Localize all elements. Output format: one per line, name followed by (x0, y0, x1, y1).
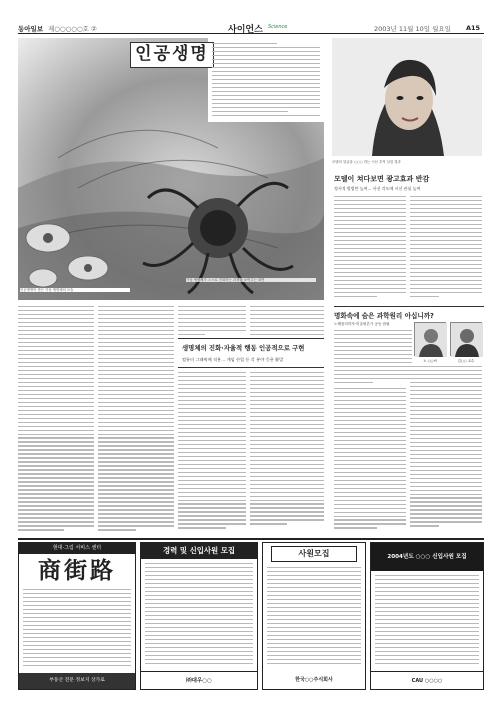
ad-recruit-2[interactable] (262, 542, 366, 690)
person-1-icon (415, 323, 447, 357)
right-article-1-col-1 (334, 196, 406, 302)
lead-body-col-3b (178, 372, 246, 534)
right-article-2-col-1 (334, 388, 406, 534)
lead-title: 인공생명 (130, 42, 214, 68)
caption-right: 가상 생명체가 스스로 진화하는 과정을 보여주는 화면 (186, 278, 316, 282)
lead-subtitle: 생명체의 진화·자율적 행동 인공적으로 구현 (182, 344, 305, 352)
ad-2-company: ㈜대우○○ (141, 671, 257, 689)
right-article-2-intro (334, 330, 412, 386)
caption-left: 인공생명이 만든 가상 생명체의 모습 (20, 288, 130, 292)
lead-body-col-2 (98, 306, 174, 534)
newspaper-name: 동아일보 (18, 25, 44, 33)
lead-body-col-3a (178, 306, 246, 336)
lead-artwork (18, 38, 324, 300)
person-photo-2 (450, 322, 482, 356)
ad-3-details (267, 567, 361, 667)
ad-3-company: 한국○○주식회사 (295, 677, 333, 683)
ad-4-company: CAU ○○○○ (371, 671, 483, 689)
issue-number: 제○○○○○호 ② (48, 25, 97, 33)
ad-1-listings (23, 589, 131, 669)
lead-body-col-4b (250, 372, 324, 534)
page-header (18, 22, 484, 34)
right-article-1-title: 모델이 쳐다보면 광고효과 반감 (334, 175, 430, 183)
page-number: A15 (466, 24, 481, 32)
ad-recruit-3[interactable] (370, 542, 484, 690)
ad-2-details (145, 563, 253, 667)
lead-body-col-1 (18, 306, 94, 534)
person-photo-1 (414, 322, 446, 356)
issue-date: 2003년 11월 10일 월요일 (374, 25, 451, 33)
right-article-1-subtitle: 정서적 방법만 높여… 사선 각도에 시선 관심 높여 (334, 186, 421, 191)
model-photo-caption: 모델의 얼굴을 ○○○ 하는 시선 추적 실험 결과 (332, 160, 401, 164)
ad-1-name: 商街路 (38, 557, 116, 584)
person-1-name: 노 ○○씨 (423, 359, 437, 363)
ad-2-title: 경력 및 신입사원 모집 (141, 543, 257, 559)
ad-1-foot: 부동산 전문 정보지 상가로 (19, 673, 135, 689)
ad-recruit-1[interactable] (140, 542, 258, 690)
right-article-2-col-2 (410, 366, 482, 534)
ad-4-title: 2004년도 ○○○ 신입사원 모집 (371, 543, 483, 571)
model-photo (332, 38, 482, 156)
lead-deck: 컴퓨터 그래픽에 적용… 게임 산업 등 각 분야 응용 활발 (182, 357, 284, 362)
ads-divider (18, 538, 484, 540)
lead-intro-text (212, 43, 320, 119)
section-title: 사이언스 (228, 25, 263, 35)
right-article-1-col-2 (410, 196, 482, 302)
ad-sanggaro[interactable] (18, 542, 136, 690)
person-2-icon (451, 323, 483, 357)
lead-subhead-block (178, 338, 324, 368)
person-2-name: 김○○ 교수 (457, 359, 475, 363)
model-portrait-icon (332, 38, 482, 156)
lead-body-col-4a (250, 306, 324, 336)
section-subtitle: Science (268, 24, 288, 30)
right-article-2-byline: 노벨물리학자·미술평론가 공동 집필 (334, 322, 390, 326)
right-article-2-title: 명화속에 숨은 과학원리 아십니까? (334, 306, 484, 320)
ad-1-top: 현대·그림 서비스 센터 (19, 543, 135, 554)
ad-3-title: 사원모집 (271, 546, 357, 562)
ad-4-details (375, 575, 479, 667)
